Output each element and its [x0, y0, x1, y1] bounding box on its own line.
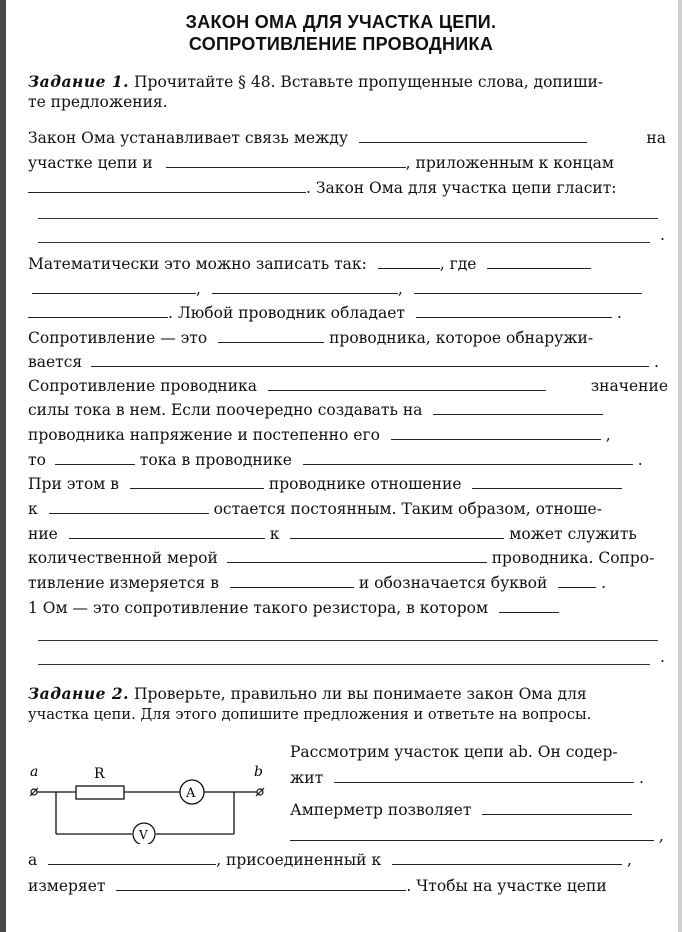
blank[interactable]	[391, 425, 601, 440]
task1-line11	[28, 376, 668, 396]
blank[interactable]	[268, 376, 546, 391]
text: тока в проводнике	[139, 451, 292, 469]
task2-right-line1: Рассмотрим участок цепи ab. Он содер-	[290, 743, 618, 761]
text: проводника, которое обнаружи-	[329, 329, 594, 347]
text: вается	[28, 353, 83, 371]
resistor-icon	[76, 786, 124, 799]
task1-line7: , ,	[28, 279, 668, 299]
blank[interactable]	[116, 876, 406, 891]
blank[interactable]	[55, 450, 135, 465]
blank[interactable]	[499, 598, 559, 613]
blank[interactable]	[334, 768, 634, 783]
terminal-a-icon	[30, 788, 38, 796]
task2-intro-line1	[28, 684, 668, 704]
blank[interactable]	[32, 279, 196, 294]
blank[interactable]	[414, 279, 642, 294]
scan-edge-left	[0, 0, 6, 932]
period: .	[660, 226, 665, 244]
blank[interactable]	[472, 474, 622, 489]
period: .	[660, 648, 665, 666]
task1-line15	[28, 474, 668, 494]
answer-line[interactable]	[38, 218, 658, 219]
task1-intro-text: Прочитайте § 48. Вставьте пропущенные слова, допиши-	[134, 73, 604, 91]
text: участке цепи и	[28, 154, 153, 172]
blank[interactable]	[487, 254, 591, 269]
text: Математически это можно записать так:	[28, 255, 367, 273]
text: на	[646, 129, 666, 147]
text: остается постоянным. Таким образом, отноше-	[213, 500, 602, 518]
answer-line[interactable]	[38, 242, 650, 243]
text: , приложенным к концам	[405, 154, 614, 172]
task1-line12	[28, 400, 668, 420]
text: Сопротивление — это	[28, 329, 208, 347]
blank[interactable]	[212, 279, 398, 294]
blank[interactable]	[433, 400, 603, 415]
text: проводника. Сопро-	[491, 549, 655, 567]
text: может служить	[509, 525, 637, 543]
task1-line19: тивление измеряется в и обозначается буквой .	[28, 574, 607, 592]
task2-bottom-line2	[28, 876, 668, 896]
text: . Закон Ома для участка цепи гласит:	[306, 179, 617, 197]
text: а	[28, 851, 38, 869]
resistor-label: R	[94, 766, 105, 782]
blank[interactable]	[48, 850, 216, 865]
task2-bottom-line1: а , присоединенный к ,	[28, 851, 632, 869]
text: тивление измеряется в	[28, 574, 219, 592]
task1-line2	[28, 153, 668, 173]
scan-edge-right	[678, 0, 682, 932]
task1-line17	[28, 524, 668, 544]
blank[interactable]	[558, 573, 596, 588]
blank[interactable]	[290, 826, 654, 841]
task1-line13: проводника напряжение и постепенно его ,	[28, 426, 611, 444]
text: 1 Ом — это сопротивление такого резистора, в котором	[28, 599, 489, 617]
task1-line1	[28, 128, 668, 148]
blank[interactable]	[378, 254, 440, 269]
terminal-b-label: b	[254, 764, 263, 780]
task1-intro-line1	[28, 72, 668, 92]
task1-line18	[28, 548, 668, 568]
blank[interactable]	[91, 352, 649, 367]
terminal-a-label: a	[30, 764, 39, 780]
task1-line9	[28, 328, 668, 348]
blank[interactable]	[290, 524, 504, 539]
text: и обозначается буквой	[358, 574, 548, 592]
blank[interactable]	[69, 524, 265, 539]
blank[interactable]	[227, 548, 487, 563]
task1-line14: то тока в проводнике .	[28, 451, 643, 469]
task2-right-line3	[290, 800, 632, 820]
answer-line[interactable]	[38, 640, 658, 641]
task1-line8: . Любой проводник обладает .	[28, 303, 668, 323]
task1-line6	[28, 254, 668, 274]
task1-intro-line2: те предложения.	[28, 93, 168, 111]
text: . Чтобы на участке цепи	[406, 877, 607, 895]
text: проводнике отношение	[268, 475, 462, 493]
task2-label: Задание 2.	[28, 684, 130, 703]
task1-line16	[28, 499, 668, 519]
text: к	[28, 500, 38, 518]
task1-line20	[28, 598, 668, 618]
blank[interactable]	[49, 499, 209, 514]
text: количественной мерой	[28, 549, 218, 567]
blank[interactable]	[303, 450, 633, 465]
text: жит	[290, 769, 324, 787]
page-title-line1: ЗАКОН ОМА ДЛЯ УЧАСТКА ЦЕПИ.	[185, 12, 497, 32]
text: При этом в	[28, 475, 119, 493]
text: . Любой проводник обладает	[168, 304, 405, 322]
text: измеряет	[28, 877, 106, 895]
blank[interactable]	[166, 153, 406, 168]
blank[interactable]	[130, 474, 264, 489]
text: проводника напряжение и постепенно его	[28, 426, 380, 444]
blank[interactable]	[392, 850, 622, 865]
terminal-b-icon	[256, 788, 264, 796]
voltmeter-label: V	[139, 828, 148, 842]
blank[interactable]	[416, 303, 612, 318]
page-title-line2: СОПРОТИВЛЕНИЕ ПРОВОДНИКА	[188, 34, 494, 54]
text: ние	[28, 525, 58, 543]
task2-right-line4: ,	[290, 826, 664, 846]
answer-line[interactable]	[38, 664, 650, 665]
text: Закон Ома устанавливает связь между	[28, 129, 348, 147]
task1-line10: вается .	[28, 353, 659, 371]
text: то	[28, 451, 46, 469]
task2-right-line2: жит .	[290, 769, 644, 787]
text: Проверьте, правильно ли вы понимаете закон Ома для	[134, 685, 587, 703]
task2-intro-line2: участка цепи. Для этого допишите предложения и ответьте на вопросы.	[28, 706, 592, 723]
text: значение	[590, 377, 668, 395]
blank[interactable]	[359, 128, 587, 143]
task1-label: Задание 1.	[28, 72, 130, 91]
text: , присоединенный к	[216, 851, 382, 869]
task1-line3	[28, 178, 668, 198]
blank[interactable]	[482, 800, 632, 815]
circuit-diagram	[24, 762, 276, 844]
text: к	[269, 525, 280, 543]
text: силы тока в нем. Если поочередно создавать на	[28, 401, 423, 419]
blank[interactable]	[218, 328, 324, 343]
blank[interactable]	[28, 178, 306, 193]
text: Амперметр позволяет	[290, 801, 472, 819]
text: Сопротивление проводника	[28, 377, 257, 395]
blank[interactable]	[230, 573, 354, 588]
ammeter-label: A	[186, 786, 196, 801]
blank[interactable]	[28, 303, 168, 318]
text: , где	[439, 255, 477, 273]
